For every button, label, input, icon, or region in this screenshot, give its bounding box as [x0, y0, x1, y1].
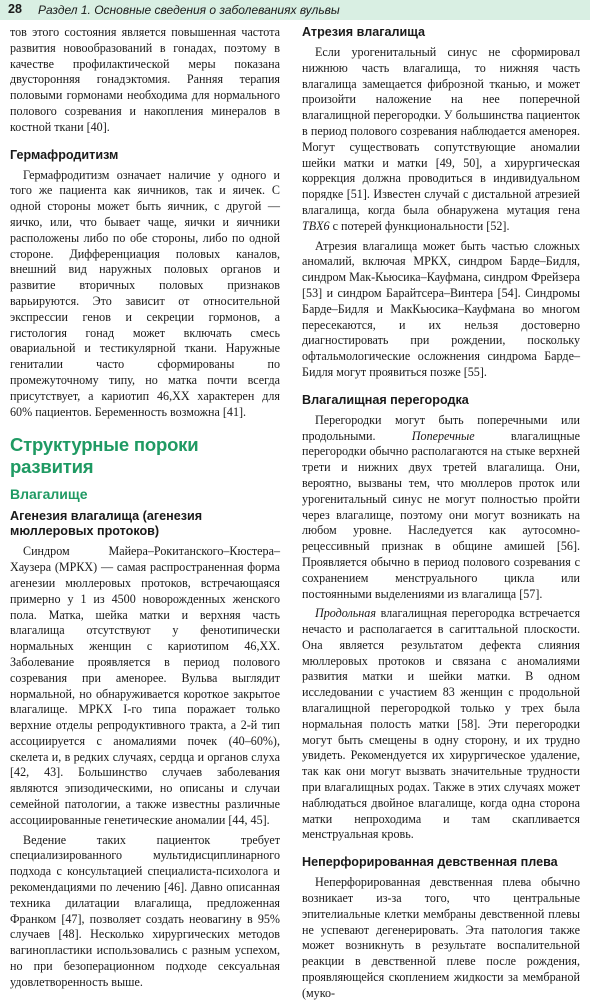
- paragraph-septum-1: [302, 413, 580, 603]
- paragraph-hermaphroditism: Гермафродитизм означает наличие у одного и того же пациента как яичников, так и яичек. С одной стороны может быть яичник, с другой — яичко, или, что бывает чаще, яички и яичники расположены либо по обе стороны, либо по одной стороне. Дифференциация половых каналов, внешний вид наружных половых органов и развитие вторичных половых признаков варьируются. Это зависит от относительной экспрессии генов и секреции гормонов, а гистология гонад может включать смесь овариальной и тестикулярной ткани. Наружные гениталии часто сформированы по промежуточному типу, но матка почти всегда присутствует, а кариотип 46,XX характерен для 60% пациентов. Беременность возможна [41].: [10, 167, 280, 419]
- term-transverse: Поперечные: [411, 428, 475, 443]
- paragraph-agenesis-2: Ведение таких пациенток требует специализированного мультидисциплинарного подхода с консультацией специалиста-психолога и рекомендациями по лечению [46]. Давно описанная техника дилатации влагалища, предложенная Франком [47], позволяет создать неовагину в 95% случаев [48]. Несколько хирургических методов вагинопластики использовались с разным успехом, но при безоперационном подходе сексуальная удовлетворенность выше.: [10, 832, 280, 989]
- septum-text-b: влагалищные перегородки обычно располагаются на стыке верхней трети и нижних двух третей влагалища. Они, вероятно, вызваны тем, что мюллеров проток или урогенитальный синус не могут полностью пройти через влагалище, поэтому они могут возникать на любом уровне. Наследуется как аутосомно-рецессивный признак в общине амишей [56]. Проявляется обычно в период полового созревания с сохранением менструального цикла или постоянными выделениями из влагалища [57].: [302, 428, 580, 601]
- heading-septum: Влагалищная перегородка: [302, 392, 469, 407]
- paragraph-intro: тов этого состояния является повышенная частота развития новообразований в гонадах, поэтому в качестве профилактической меры показана двусторонняя гонадэктомия. Ранняя терапия половыми гормонами необходима для нормального полового созревания и накопления минералов в костной ткани [40].: [10, 25, 280, 134]
- paragraph-septum-2: [302, 606, 580, 843]
- septum-text-a: Перегородки могут быть поперечными или продольными.: [302, 412, 580, 443]
- septum-text-c: влагалищная перегородка встречается нечасто и располагается в сагиттальной плоскости. Она является результатом дефекта слияния мюллеровых протоков и связана с аномалиями развития матки и шейки матки. В одном исследовании с участием 83 женщин с продольной влагалищной перегородкой только у трех была нормальная полость матки [58]. Эти перегородки могут быть смещены в одну сторону, и их трудно увидеть. Рекомендуется их хирургическое удаление, так как они могут вызвать значительные трудности при влагалищных родах. Также в этих случаях может наблюдаться двойное влагалище, когда одна сторона матки непроходима и там скапливается менструальная кровь.: [302, 606, 581, 842]
- paragraph-hymen: Неперфорированная девственная плева обычно возникает из-за того, что центральные эпителиальные клетки мембраны девственной плевы не успевают дегенерировать. Эта патология также может возникнуть в результате воспалительной реакции в девственной плеве после рождения, проявляющейся скоплением жидкости за мембраной (муко-: [302, 875, 580, 1000]
- right-column: [302, 25, 581, 1000]
- paragraph-atresia-2: Атрезия влагалища может быть частью сложных аномалий, включая МРКХ, синдром Барде–Бидля, синдром Мак-Кьюсика–Кауфмана, синдром Фрейзера [53] и синдром Барайтсера–Винтера [54]. Синдромы Барде–Бидля и МакКьюсика–Кауфмана во многом пересекаются, и их нельзя достоверно диагностировать при рождении, поскольку офтальмологические осложнения синдрома Барде–Бидля могут проявиться позже [55].: [302, 238, 580, 379]
- paragraph-agenesis-1: Синдром Майера–Рокитанского–Кюстера–Хаузера (МРКХ) — самая распространенная форма агенезии мюллеровых протоков, встречающаяся примерно у 1 из 4500 новорожденных женского пола. Матка, шейка матки и верхняя часть влагалища отсутствуют у фенотипически нормальных женщин с кариотипом 46,XX. Заболевание проявляется в период полового созревания при аменорее. Вульва выглядит нормальной, но обнаруживается короткое закрытое влагалище. МРКХ I-го типа поражает только верхние отделы репродуктивного тракта, а 2-й тип ассоциируется с аномалиями почек (40–60%), скелета и, в редких случаях, сердца и органов слуха [42, 43]. Большинство случаев заболевания являются эпизодическими, но описаны и случаи семейной патологии, а также известны различные ассоциированные генетические аномалии [44, 45].: [10, 544, 280, 827]
- page-number: 28: [8, 2, 22, 16]
- heading-agenesis: Агенезия влагалища (агенезия мюллеровых протоков): [10, 509, 203, 539]
- subsection-title-vagina: Влагалище: [10, 486, 88, 503]
- running-head: Раздел 1. Основные сведения о заболеваниях вульвы: [38, 3, 340, 17]
- heading-hymen: Неперфорированная девственная плева: [302, 855, 558, 870]
- atresia-text: Если урогенитальный синус не сформировал нижнюю часть влагалища, то нижняя часть влагалища замещается фиброзной тканью, и может произойти наложение на нее поперечной влагалищной перегородки. У большинства пациенток в период полового созревания наблюдается аменорея. Могут существовать сопутствующие аномалии шейки матки и матки [49, 50], а хирургическая коррекция должна проводиться в индивидуальном порядке [51]. Известен случай с дистальной атрезией влагалища, когда была обнаружена мутация гена: [302, 45, 580, 217]
- section-title-structural: Структурные пороки развития: [10, 434, 199, 478]
- term-longitudinal: Продольная: [315, 606, 376, 621]
- heading-atresia: Атрезия влагалища: [302, 25, 425, 39]
- left-column: [10, 25, 280, 989]
- gene-name: TBX6: [302, 218, 330, 233]
- atresia-text-end: с потерей функциональности [52].: [332, 218, 510, 233]
- page-header: [0, 0, 590, 20]
- paragraph-atresia-1: [302, 45, 580, 235]
- heading-hermaphroditism: Гермафродитизм: [10, 147, 119, 162]
